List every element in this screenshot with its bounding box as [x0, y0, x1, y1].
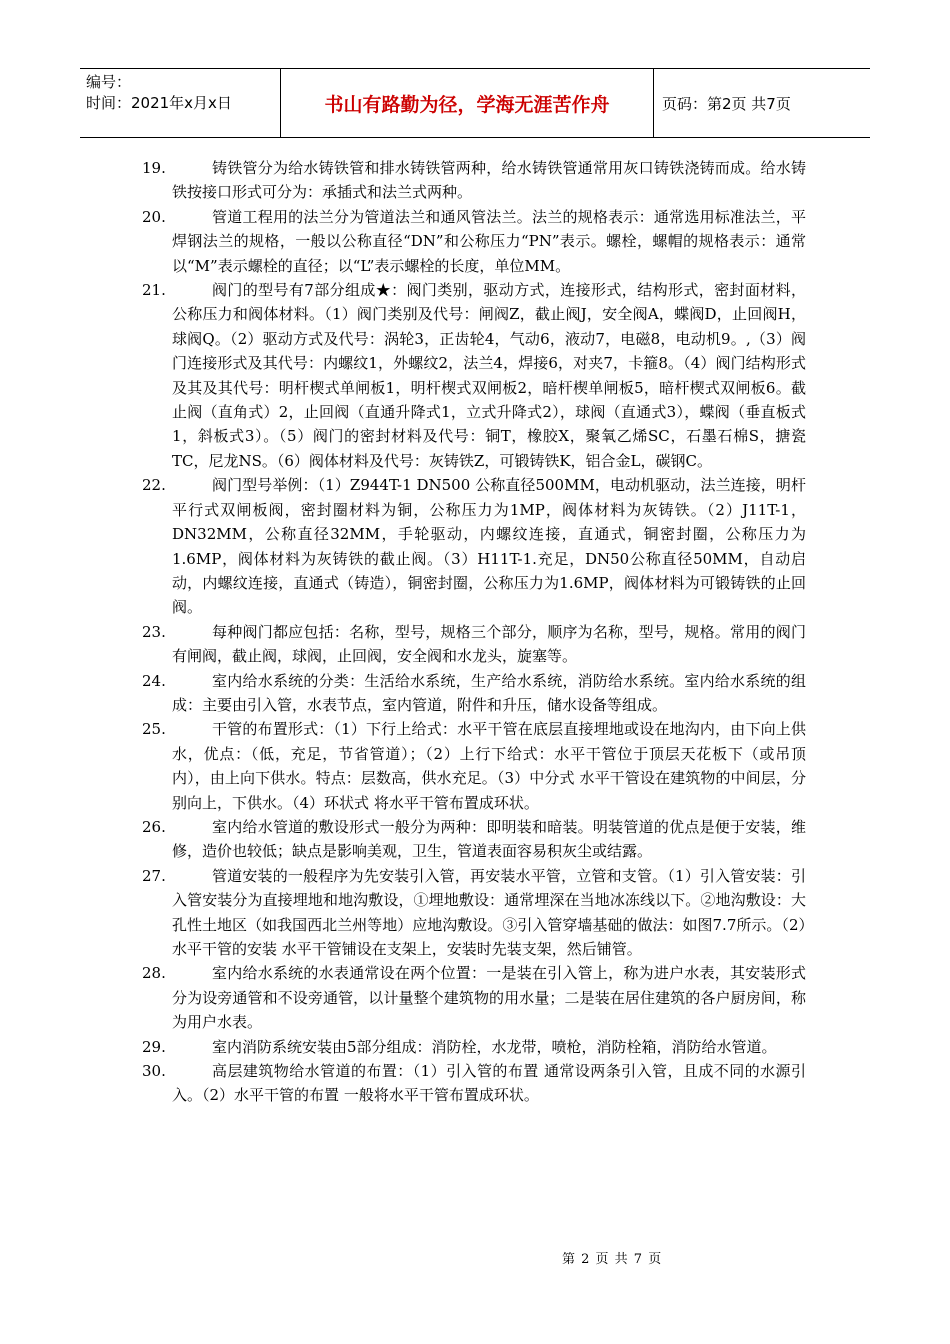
list-item — [142, 473, 806, 619]
list-item — [142, 1035, 806, 1059]
item-text: 干管的布置形式：（1）下行上给式：水平干管在底层直接埋地或设在地沟内，由下向上供水，优点：（低，充足，节省管道）；（2）上行下给式：水平干管位于顶层天花板下（或吊顶内），由上向下供水。特点：层数高，供水充足。（3）中分式 水平干管设在建筑物的中间层，分别向上，下供水。（4）环状式 将水平干管布置成环状。 — [172, 720, 806, 812]
number-label: 编号： — [86, 73, 132, 91]
item-text: 室内消防系统安装由5部分组成：消防栓，水龙带，喷枪，消防栓箱，消防给水管道。 — [212, 1037, 777, 1056]
item-number: 26. — [142, 817, 166, 836]
item-number: 30. — [142, 1062, 166, 1081]
item-number: 24. — [142, 671, 166, 690]
document-body — [142, 156, 806, 1108]
item-number: 19. — [142, 159, 166, 177]
item-number: 29. — [142, 1037, 166, 1056]
header-page-label: 页码：第2页 共7页 — [662, 94, 791, 113]
item-text: 室内给水系统的分类：生活给水系统，生产给水系统，消防给水系统。室内给水系统的组成：主要由引入管，水表节点，室内管道，附件和升压，储水设备等组成。 — [172, 671, 806, 714]
date-label: 时间：2021年x月x日 — [86, 94, 232, 112]
footer-page-number: 第 2 页 共 7 页 — [562, 1252, 663, 1267]
list-item — [142, 669, 806, 718]
item-text: 铸铁管分为给水铸铁管和排水铸铁管两种，给水铸铁管通常用灰口铸铁浇铸而成。给水铸铁按接口形式可分为：承插式和法兰式两种。 — [172, 159, 806, 202]
item-number: 20. — [142, 207, 166, 226]
list-item — [142, 620, 806, 669]
item-number: 21. — [142, 281, 166, 300]
item-text: 室内给水系统的水表通常设在两个位置：一是装在引入管上，称为进户水表，其安装形式分为设旁通管和不设旁通管，以计量整个建筑物的用水量；二是装在居住建筑的各户厨房间，称为用户水表。 — [172, 964, 806, 1032]
page-header — [80, 68, 870, 138]
list-item — [142, 815, 806, 864]
item-text: 阀门的型号有7部分组成★：阀门类别，驱动方式，连接形式，结构形式，密封面材料，公称压力和阀体材料。（1）阀门类别及代号：闸阀Z，截止阀J，安全阀A，蝶阀D，止回阀H，球阀Q。（2）驱动方式及代号：涡轮3，正齿轮4，气动6，液动7，电磁8，电动机9。,（3）阀门连接形式及其代号：内螺纹1，外螺纹2，法兰4，焊接6，对夹7，卡箍8。（4）阀门结构形式及其及其代号：明杆楔式单闸板1，明杆楔式双闸板2，暗杆楔单闸板5，暗杆楔式双闸板6。截止阀（直角式）2，止回阀（直通升降式1，立式升降式2），球阀（直通式3），蝶阀（垂直板式1，斜板式3）。（5）阀门的密封材料及代号：铜T，橡胶X，聚氧乙烯SC，石墨石棉S，搪瓷TC，尼龙NS。（6）阀体材料及代号：灰铸铁Z，可锻铸铁K，铝合金L，碳钢C。 — [172, 281, 806, 470]
item-text: 阀门型号举例：（1）Z944T-1 DN500 公称直径500MM，电动机驱动，法兰连接，明杆平行式双闸板阀，密封圈材料为铜，公称压力为1MP，阀体材料为灰铸铁。（2）J11T-1，DN32MM，公称直径32MM，手轮驱动，内螺纹连接，直通式，铜密封圈，公称压力为1.6MP，阀体材料为灰铸铁的截止阀。（3）H11T-1.充足，DN50公称直径50MM，自动启动，内螺纹连接，直通式（铸造），铜密封圈，公称压力为1.6MP，阀体材料为可锻铸铁的止回阀。 — [172, 476, 806, 617]
item-text: 室内给水管道的敷设形式一般分为两种：即明装和暗装。明装管道的优点是便于安装，维修，造价也较低；缺点是影响美观，卫生，管道表面容易积灰尘或结露。 — [172, 817, 806, 861]
item-number: 23. — [142, 622, 166, 641]
item-text: 管道工程用的法兰分为管道法兰和通风管法兰。法兰的规格表示：通常选用标准法兰，平焊钢法兰的规格，一般以公称直径“DN”和公称压力“PN”表示。螺栓，螺帽的规格表示：通常以“M”表示螺栓的直径；以“L”表示螺栓的长度，单位MM。 — [172, 207, 806, 275]
item-number: 27. — [142, 866, 166, 885]
item-number: 22. — [142, 476, 166, 495]
list-item — [142, 205, 806, 278]
item-text: 管道安装的一般程序为先安装引入管，再安装水平管，立管和支管。（1）引入管安装：引入管安装分为直接埋地和地沟敷设，①埋地敷设：通常埋深在当地冰冻线以下。②地沟敷设：大孔性土地区（如我国西北兰州等地）应地沟敷设。③引入管穿墙基础的做法：如图7.7所示。（2）水平干管的安装 水平干管铺设在支架上，安装时先装支架，然后铺管。 — [172, 866, 806, 958]
header-motto: 书山有路勤为径，学海无涯苦作舟 — [281, 69, 654, 137]
list-item — [142, 1059, 806, 1108]
list-item — [142, 717, 806, 815]
item-number: 28. — [142, 964, 166, 983]
list-item — [142, 961, 806, 1034]
list-item — [142, 156, 806, 205]
list-item — [142, 864, 806, 962]
header-info — [80, 69, 281, 137]
item-number: 25. — [142, 720, 166, 739]
item-text: 高层建筑物给水管道的布置：（1）引入管的布置 通常设两条引入管，且成不同的水源引入。（2）水平干管的布置 一般将水平干管布置成环状。 — [172, 1062, 806, 1105]
item-text: 每种阀门都应包括：名称，型号，规格三个部分，顺序为名称，型号，规格。常用的阀门有闸阀，截止阀，球阀，止回阀，安全阀和水龙头，旋塞等。 — [172, 622, 806, 666]
list-item — [142, 278, 806, 473]
